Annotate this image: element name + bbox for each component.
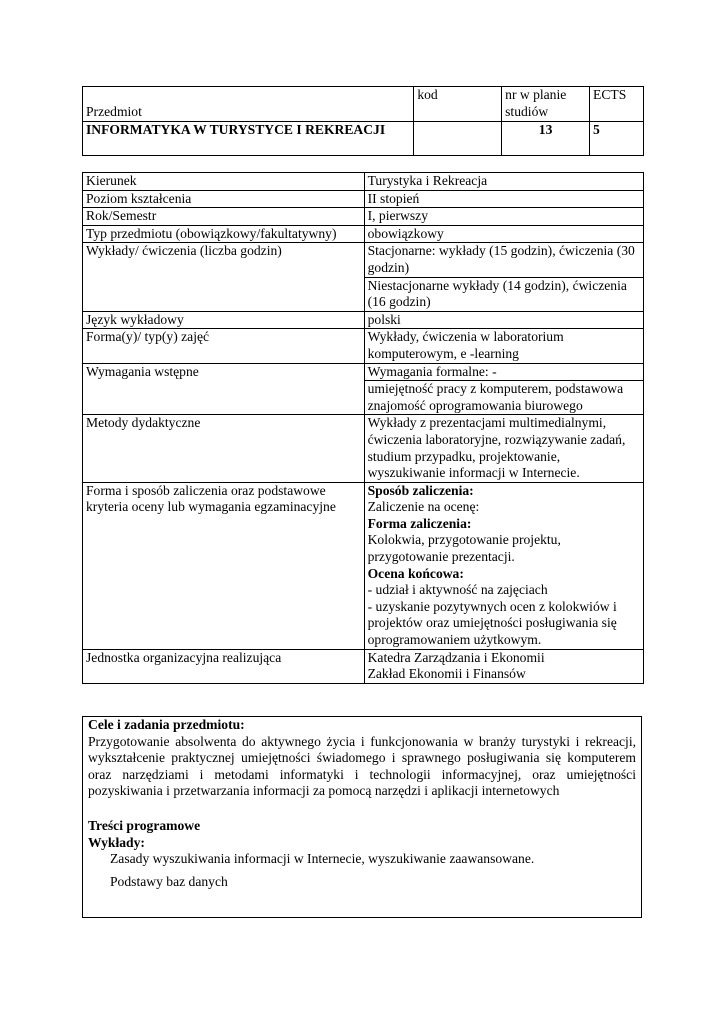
assessment-method-text: Zaliczenie na ocenę: [367,499,480,515]
detail-row-class-forms [83,329,644,363]
detail-value: I, pierwszy [364,208,643,226]
assessment-form-text: Kolokwia, przygotowanie projektu, przygotowanie prezentacji. [367,532,561,565]
detail-label: Metody dydaktyczne [83,415,365,482]
detail-value: Wymagania formalne: - [364,363,643,381]
detail-row-field [83,173,644,191]
detail-label: Forma(y)/ typ(y) zajęć [83,329,365,363]
subject-header-table [82,86,644,156]
lectures-heading: Wykłady: [88,834,145,850]
course-details-table [82,172,644,684]
detail-label: Rok/Semestr [83,208,365,226]
detail-label: Język wykładowy [83,311,365,329]
detail-row-unit [83,649,644,683]
detail-label: Forma i sposób zaliczenia oraz podstawowe kryteria oceny lub wymagania egzaminacyjne [83,482,365,649]
code-column-header: kod [414,87,502,122]
plan-number-value: 13 [502,122,590,156]
ects-value: 5 [590,122,644,156]
assessment-form-heading: Forma zaliczenia: [367,515,472,531]
detail-value: Stacjonarne: wykłady (15 godzin), ćwiczenia (30 godzin) [364,243,643,277]
detail-value: polski [364,311,643,329]
final-grade-criterion: - udział i aktywność na zajęciach [367,582,548,598]
plan-number-column-header: nr w planie studiów [502,87,590,122]
final-grade-criterion: - uzyskanie pozytywnych ocen z kolokwiów i projektów oraz umiejętności posługiwania się oprogramowaniem użytkowym. [367,598,617,648]
final-grade-heading: Ocena końcowa: [367,565,464,581]
subject-name: INFORMATYKA W TURYSTYCE I REKREACJI [83,122,414,156]
detail-row-course-type [83,225,644,243]
detail-value: Turystyka i Rekreacja [364,173,643,191]
assessment-method-heading: Sposób zaliczenia: [367,482,474,498]
detail-value: umiejętność pracy z komputerem, podstawowa znajomość oprogramowania biurowego [364,381,643,415]
detail-row-hours [83,243,644,277]
detail-label: Jednostka organizacyjna realizująca [83,649,365,683]
detail-label: Typ przedmiotu (obowiązkowy/fakultatywny) [83,225,365,243]
detail-value: Wykłady z prezentacjami multimedialnymi, ćwiczenia laboratoryjne, rozwiązywanie zadań, studium przypadku, projektowanie, wyszukiwanie informacji w Internecie. [364,415,643,482]
detail-value: Wykłady, ćwiczenia w laboratorium komputerowym, e -learning [364,329,643,363]
assessment-cell [364,482,643,649]
unit-department: Katedra Zarządzania i Ekonomii [367,649,545,665]
subject-column-header: Przedmiot [83,87,414,122]
code-value [414,122,502,156]
program-content-heading: Treści programowe [88,817,201,833]
objectives-text: Przygotowanie absolwenta do aktywnego życia i funkcjonowania w branży turystyki i rekreacji, wykształcenie praktycznej umiejętności świadomego i sprawnego posługiwania się komputerem oraz narzędziami i metodami informatyki i technologii informacyjnej, oraz umiejętności pozyskiwania i przetwarzania informacji za pomocą narzędzi i aplikacji internetowych [88,733,636,799]
objectives-box [82,716,642,918]
detail-row-assessment [83,482,644,649]
detail-row-level [83,190,644,208]
detail-label: Kierunek [83,173,365,191]
lecture-topic: Podstawy baz danych [110,873,228,889]
detail-value: II stopień [364,190,643,208]
detail-value: Niestacjonarne wykłady (14 godzin), ćwiczenia (16 godzin) [364,277,643,311]
ects-column-header: ECTS [590,87,644,122]
detail-row-teaching-methods [83,415,644,482]
objectives-heading: Cele i zadania przedmiotu: [88,717,245,732]
detail-row-year-semester [83,208,644,226]
detail-row-language [83,311,644,329]
detail-label: Wykłady/ ćwiczenia (liczba godzin) [83,243,365,311]
lecture-topic: Zasady wyszukiwania informacji w Internecie, wyszukiwanie zaawansowane. [110,851,535,867]
detail-value: obowiązkowy [364,225,643,243]
detail-row-prerequisites [83,363,644,381]
detail-label: Poziom kształcenia [83,190,365,208]
unit-division: Zakład Ekonomii i Finansów [367,666,526,682]
detail-value [364,649,643,683]
detail-label: Wymagania wstępne [83,363,365,415]
